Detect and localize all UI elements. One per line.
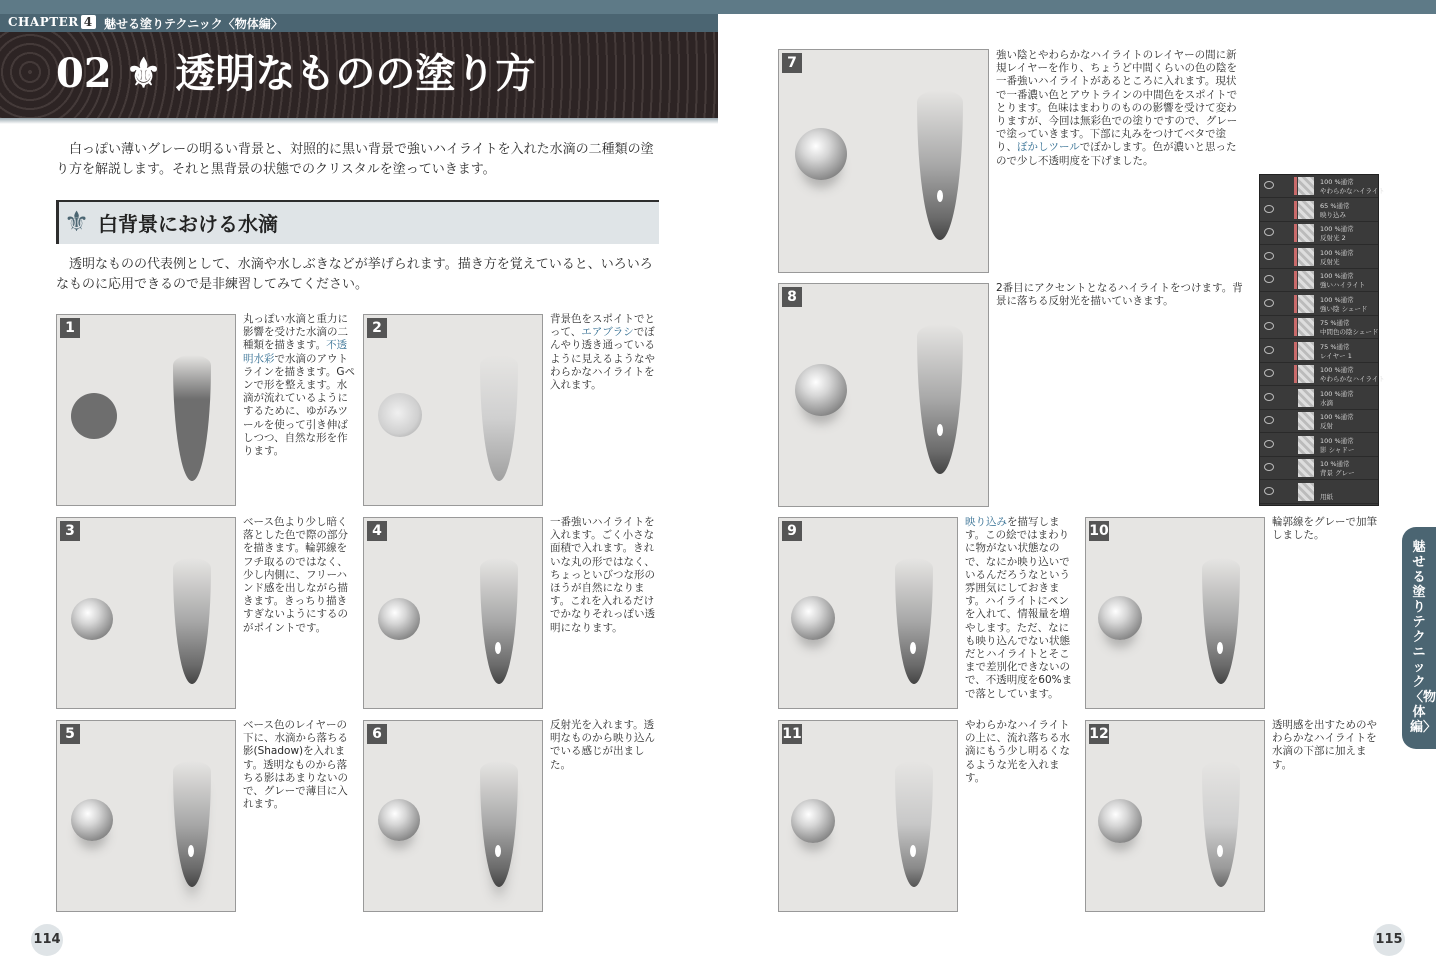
side-tab-title: 魅せる塗りテクニック〈物体編〉 [1410, 540, 1436, 735]
droplet-tear [1202, 558, 1240, 684]
eye-icon[interactable] [1264, 275, 1274, 283]
droplet-tear [895, 558, 933, 684]
chapter-label: CHAPTER 4 [8, 15, 96, 29]
layer-thumbnail [1298, 389, 1314, 407]
layer-name: 用紙 [1320, 492, 1333, 501]
layer-opacity: 75 %通常 [1320, 342, 1350, 351]
eye-icon[interactable] [1264, 369, 1274, 377]
layer-name: 反射光 [1320, 257, 1340, 266]
step-1-image [56, 314, 236, 506]
droplet-tear [173, 558, 211, 684]
layer-name: やわらかなハイライト [1320, 375, 1385, 383]
section-title: 白背景における水滴 [98, 212, 278, 236]
droplet-ball [71, 393, 117, 439]
step-11-description: やわらかなハイライトの上に、流れ落ちる水滴にもう少し明るくなるような光を入れます。 [965, 719, 1070, 784]
eye-icon[interactable] [1264, 463, 1274, 471]
layer-name: 水滴 [1320, 398, 1333, 407]
droplet-ball [791, 596, 835, 640]
fleur-de-lis-icon: ⚜ [64, 205, 90, 238]
layer-name: 中間色の陰シェード [1320, 328, 1379, 336]
step-12-number: 12 [1089, 726, 1109, 742]
layers-panel [1259, 174, 1385, 506]
layer-name: 影 シャドー [1320, 445, 1355, 454]
droplet-ball [378, 393, 422, 437]
layer-row[interactable] [1260, 246, 1378, 269]
layer-mask-marker [1294, 295, 1297, 313]
layer-row[interactable] [1260, 434, 1378, 457]
layer-thumbnail [1298, 318, 1314, 336]
layer-mask-marker [1294, 248, 1297, 266]
eye-icon[interactable] [1264, 181, 1274, 189]
step-10-image [1085, 517, 1265, 709]
step-3-number: 3 [60, 521, 80, 541]
highlight-spark [1217, 845, 1223, 857]
eye-icon[interactable] [1264, 393, 1274, 401]
step-5-description: ベース色のレイヤーの下に、水滴から落ちる影(Shadow)を入れます。透明なものから落ちる影はあまりないので、グレーで薄目に入れます。 [243, 719, 348, 811]
layer-thumbnail [1298, 271, 1314, 289]
highlight-spark [937, 190, 943, 202]
layer-row[interactable] [1260, 293, 1378, 316]
step-3-description: ベース色より少し暗く落とした色で際の部分を描きます。輪郭線をフチ取るのではなく、少し内側に、フリーハンド感を出しながら描きます。きっちり描きすぎないようにするのがポイントです。 [243, 516, 348, 634]
layer-row[interactable] [1260, 340, 1378, 363]
eye-icon[interactable] [1264, 252, 1274, 260]
step-6-number: 6 [367, 724, 387, 744]
eye-icon[interactable] [1264, 228, 1274, 236]
top-bar-left [0, 0, 718, 14]
droplet-ball [71, 799, 113, 841]
layer-name: 反射 [1320, 422, 1333, 430]
layer-row[interactable] [1260, 481, 1378, 504]
step-1-number: 1 [60, 318, 80, 338]
layer-row[interactable] [1260, 222, 1378, 245]
step-3-image [56, 517, 236, 709]
step-5-number: 5 [60, 724, 80, 744]
layer-row[interactable] [1260, 269, 1378, 292]
layer-mask-marker [1294, 271, 1297, 289]
highlight-spark [910, 642, 916, 654]
step-2-image [363, 314, 543, 506]
droplet-tear [917, 324, 963, 474]
eye-icon[interactable] [1264, 487, 1274, 495]
highlight-spark [495, 642, 501, 654]
layer-thumbnail [1298, 412, 1314, 430]
highlight-spark [188, 845, 194, 857]
step-2-description: 背景色をスポイトでとって、エアブラシでぼんやり透き通っているように見えるようなやわらかなハイライトを入れます。 [550, 313, 655, 392]
step-8-description: 2番目にアクセントとなるハイライトをつけます。背景に落ちる反射光を描いていきます。 [996, 282, 1243, 308]
layer-thumbnail [1298, 295, 1314, 313]
step-10-description: 輪郭線をグレーで加筆しました。 [1272, 516, 1377, 542]
layer-mask-marker [1294, 224, 1297, 242]
step-6-description: 反射光を入れます。透明なものから映り込んでいる感じが出ました。 [550, 719, 655, 771]
layer-row[interactable] [1260, 175, 1385, 198]
layer-opacity: 75 %通常 [1320, 319, 1350, 327]
step-6-image [363, 720, 543, 912]
layer-row[interactable] [1260, 457, 1378, 480]
droplet-tear [895, 761, 933, 887]
droplet-tear [480, 558, 518, 684]
droplet-ball [378, 799, 420, 841]
layer-thumbnail [1298, 459, 1314, 477]
page-number-left: 114 [31, 924, 63, 956]
layer-thumbnail [1298, 248, 1314, 266]
layer-opacity: 100 %通常 [1320, 389, 1354, 398]
step-2-number: 2 [367, 318, 387, 338]
layer-name: 背景 グレー [1320, 469, 1355, 477]
layer-opacity: 100 %通常 [1320, 272, 1354, 280]
step-4-number: 4 [367, 521, 387, 541]
step-7-image [778, 49, 989, 273]
layer-opacity: 10 %通常 [1320, 460, 1350, 468]
layer-row[interactable] [1260, 199, 1378, 222]
step-8-image [778, 283, 989, 507]
droplet-ball [1098, 799, 1142, 843]
page-number-right: 115 [1373, 924, 1405, 956]
highlight-spark [910, 845, 916, 857]
droplet-tear [173, 761, 211, 887]
droplet-tear [917, 90, 963, 240]
highlight-spark [937, 424, 943, 436]
layer-opacity: 100 %通常 [1320, 248, 1354, 257]
layer-thumbnail [1298, 436, 1314, 454]
layer-opacity: 100 %通常 [1320, 225, 1354, 233]
droplet-ball [795, 128, 847, 180]
layer-opacity: 100 %通常 [1320, 413, 1354, 421]
eye-icon[interactable] [1264, 440, 1274, 448]
droplet-ball [791, 799, 835, 843]
step-4-description: 一番強いハイライトを入れます。ごく小さな面積で入れます。きれいな丸の形ではなく、ちょっといびつな形のほうが自然になります。これを入れるだけでかなりそれっぽい透明になります。 [550, 516, 655, 634]
droplet-ball [1098, 596, 1142, 640]
title-banner-shadow [0, 118, 718, 124]
eye-icon[interactable] [1264, 416, 1274, 424]
droplet-tear [480, 761, 518, 887]
layer-row[interactable] [1260, 410, 1378, 433]
layer-mask-marker [1294, 318, 1297, 336]
chapter-title: 魅せる塗りテクニック〈物体編〉 [104, 17, 283, 31]
step-4-image [363, 517, 543, 709]
step-12-description: 透明感を出すためのやわらかなハイライトを水滴の下部に加えます。 [1272, 719, 1377, 771]
layer-mask-marker [1294, 365, 1297, 383]
layer-opacity: 100 %通常 [1320, 178, 1354, 186]
step-11-image [778, 720, 958, 912]
layer-row[interactable] [1260, 316, 1378, 339]
highlight-spark [495, 845, 501, 857]
droplet-tear [173, 355, 211, 481]
layer-thumbnail [1298, 177, 1314, 195]
layer-row[interactable] [1260, 363, 1385, 386]
layer-opacity: 100 %通常 [1320, 366, 1354, 374]
step-12-image [1085, 720, 1265, 912]
step-8-number: 8 [782, 287, 802, 307]
chapter-number: 4 [81, 15, 96, 29]
eye-icon[interactable] [1264, 299, 1274, 307]
droplet-ball [378, 598, 420, 640]
page-title: 02 ⚜ 透明なものの塗り方 [56, 50, 536, 97]
layer-name: 強いハイライト [1320, 281, 1366, 289]
droplet-tear [480, 355, 518, 481]
step-9-description: 映り込みを描写します。この絵ではまわりに物がない状態なので、なにか映り込いでいるんだろうなという雰囲気にしておきます。ハイライトにペンを入れて、情報量を増やします。ただ、なにも映り込んでない状態だとハイライトとそこまで差別化できないので、不透明度を60%まで落としています。 [965, 516, 1073, 700]
layer-opacity: 65 %通常 [1320, 201, 1350, 210]
layer-name: 強い陰 シェード [1320, 304, 1368, 313]
top-bar-right [718, 0, 1436, 14]
layer-opacity: 100 %通常 [1320, 436, 1354, 445]
step-9-number: 9 [782, 521, 802, 541]
eye-icon[interactable] [1264, 346, 1274, 354]
layer-name: 反射光 2 [1320, 234, 1346, 242]
step-9-image [778, 517, 958, 709]
layer-thumbnail [1298, 483, 1314, 501]
step-7-number: 7 [782, 53, 802, 73]
highlight-spark [1217, 642, 1223, 654]
step-11-number: 11 [782, 726, 802, 742]
step-10-number: 10 [1089, 523, 1109, 539]
layer-thumbnail [1298, 365, 1314, 383]
eye-icon[interactable] [1264, 205, 1274, 213]
layer-name: やわらかなハイライト [1320, 187, 1385, 195]
step-5-image [56, 720, 236, 912]
layer-thumbnail [1298, 224, 1314, 242]
step-1-description: 丸っぽい水滴と重力に影響を受けた水滴の二種類を描きます。不透明水彩で水滴のアウトラインを描きます。Gペンで形を整えます。水滴が流れているようにするために、ゆがみツールを使って引き伸ばしつつ、自然な形を作ります。 [243, 313, 355, 458]
layer-row[interactable] [1260, 387, 1378, 410]
layer-name: 映り込み [1320, 210, 1346, 219]
layer-opacity: 100 %通常 [1320, 295, 1354, 304]
intro-paragraph: 白っぽい薄いグレーの明るい背景と、対照的に黒い背景で強いハイライトを入れた水滴の二種類の塗り方を解説します。それと黒背景の状態でのクリスタルを塗っていきます。 [56, 142, 654, 177]
eye-icon[interactable] [1264, 322, 1274, 330]
step-7-description: 強い陰とやわらかなハイライトのレイヤーの間に新規レイヤーを作り、ちょうど中間くらいの色の陰を一番強いハイライトがあるところに入れます。現状で一番濃い色とアウトラインの中間色をスポイトでとります。色味はまわりのものの影響を受けて変わりますが、今回は無彩色での塗りですので、グレーで塗っていきます。下部に丸みをつけてベタで塗り、ぼかしツールでぼかします。色が濃いと思ったので少し不透明度を下げました。 [996, 49, 1238, 167]
droplet-ball [795, 364, 847, 416]
layer-mask-marker [1294, 342, 1297, 360]
droplet-ball [71, 598, 113, 640]
droplet-tear [1202, 761, 1240, 887]
section-intro: 透明なものの代表例として、水滴や水しぶきなどが挙げられます。描き方を覚えていると、いろいろなものに応用できるので是非練習してみてください。 [56, 257, 653, 292]
layer-mask-marker [1294, 201, 1297, 219]
layer-thumbnail [1298, 342, 1314, 360]
layer-thumbnail [1298, 201, 1314, 219]
layer-name: レイヤー 1 [1320, 351, 1352, 360]
layer-mask-marker [1294, 177, 1297, 195]
